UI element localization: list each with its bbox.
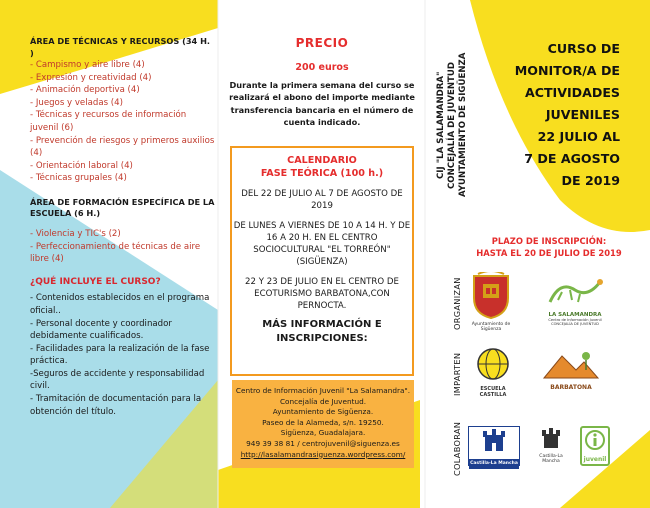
course-line: 7 DE AGOSTO — [524, 151, 620, 166]
contact-phone-email[interactable]: 949 39 38 81 / centrojuvenil@siguenza.es — [246, 438, 400, 448]
contact-line: Concejalía de Juventud. — [279, 396, 367, 406]
list-item: - Tramitación de documentación para la obtención del título. — [30, 394, 202, 417]
mountain-icon — [540, 350, 602, 380]
salamandra-logo — [540, 276, 610, 326]
plazo-line: PLAZO DE INSCRIPCIÓN: — [491, 236, 607, 246]
course-line: JUVENILES — [545, 107, 620, 122]
list-item: - Juegos y veladas (4) — [30, 97, 123, 108]
globe-icon — [470, 346, 516, 382]
contact-line: Paseo de la Alameda, s/n. 19250. — [262, 417, 384, 427]
org-line: CIJ "LA SALAMANDRA" — [436, 71, 446, 179]
contact-line: Ayuntamiento de Sigüenza. — [272, 407, 374, 417]
list-item: - Orientación laboral (4) — [30, 160, 133, 171]
list-item: - Violencia y TIC's (2) — [30, 228, 121, 239]
salamandra-text: LA SALAMANDRA — [548, 312, 602, 318]
list-item: - Campismo y aire libre (4) — [30, 60, 145, 70]
course-line: CURSO DE — [547, 41, 620, 56]
list-item: - Personal docente y coordinador debidamente cualificados. — [30, 318, 172, 342]
castilla-text: ESCUELA CASTILLA — [479, 386, 507, 398]
clm-logo — [468, 426, 520, 466]
list-item: - Expresión y creatividad (4) — [30, 72, 152, 83]
label-colaboran: COLABORAN — [452, 421, 462, 476]
juvenil-logo — [580, 426, 610, 466]
list-item: -Seguros de accidente y responsabilidad civil. — [30, 368, 205, 392]
fase-title: FASE TEÓRICA (100 h.) — [260, 168, 384, 179]
plazo-inscripcion — [470, 235, 628, 259]
precio-title: PRECIO — [295, 36, 349, 50]
castle-icon — [469, 427, 519, 455]
org-line: AYUNTAMIENTO DE SIGÜENZA — [458, 52, 468, 198]
course-line: DE 2019 — [561, 173, 620, 188]
left-panel — [30, 36, 215, 418]
org-line: CONCEJALÍA DE JUVENTUD — [447, 61, 457, 189]
escuela-castilla-logo — [470, 346, 516, 398]
list-item: - Contenidos establecidos en el programa oficial.. — [30, 293, 210, 316]
list-item: - Técnicas y recursos de información juvenil (6) — [30, 110, 187, 133]
precio-amount: 200 euros — [295, 62, 349, 73]
label-imparten: IMPARTEN — [452, 352, 462, 396]
horario-text: DE LUNES A VIERNES DE 10 A 14 H. Y DE 16 A 20 H. EN EL CENTRO SOCIOCULTURAL "EL TORREÓN" (SIGÜENZA) — [233, 221, 411, 267]
precio-text: Durante la primera semana del curso se realizará el abono del importe mediante transferencia bancaria en el número de cuenta indicado. — [229, 80, 415, 128]
include-list — [30, 292, 215, 418]
list-item: - Técnicas grupales (4) — [30, 173, 127, 184]
info-icon — [582, 428, 608, 452]
juvenil-text: juvenil — [583, 456, 607, 463]
formacion-list — [30, 228, 215, 266]
areas-title: ÁREA DE TÉCNICAS Y RECURSOS (34 H. ) — [30, 36, 211, 58]
mas-info-title: MÁS INFORMACIÓN E INSCRIPCIONES: — [262, 319, 382, 344]
include-title: ¿QUÉ INCLUYE EL CURSO? — [30, 276, 161, 287]
course-line: ACTIVIDADES — [524, 85, 620, 100]
pernocta-text: 22 Y 23 DE JULIO EN EL CENTRO DE ECOTURISMO BARBATONA,CON PERNOCTA. — [245, 277, 399, 311]
salamandra-caption: Centro de Información Juvenil CONCEJALÍA DE JUVENTUD — [548, 318, 602, 326]
castle-small-icon — [530, 428, 572, 450]
organizer-vertical-text — [436, 40, 469, 210]
clm2-logo — [530, 428, 572, 466]
fechas-text: DEL 22 DE JULIO AL 7 DE AGOSTO DE 2019 — [241, 189, 403, 211]
contact-line: Sigüenza, Guadalajara. — [280, 428, 366, 438]
areas-list — [30, 59, 215, 185]
list-item: - Prevención de riesgos y primeros auxilios (4) — [30, 135, 215, 159]
formacion-title: ÁREA DE FORMACIÓN ESPECÍFICA DE LA ESCUELA (6 H.) — [30, 196, 215, 219]
contact-box — [232, 380, 414, 468]
contact-website-link[interactable]: http://lasalamandrasiguenza.wordpress.com/ — [240, 449, 406, 459]
barbatona-text: BARBATONA — [550, 384, 592, 391]
contact-line: Centro de Información Juvenil "La Salamandra". — [235, 386, 411, 395]
precio-section — [228, 36, 416, 129]
shield-icon — [470, 272, 512, 320]
clm2-text: Castilla-La Mancha — [539, 454, 563, 464]
label-organizan: ORGANIZAN — [452, 277, 462, 330]
calendario-box — [230, 146, 414, 376]
course-line: MONITOR/A DE — [514, 63, 620, 78]
calendario-title: CALENDARIO — [287, 155, 357, 166]
clm-text: Castilla-La Mancha — [469, 459, 519, 469]
list-item: - Perfeccionamiento de técnicas de aire libre (4) — [30, 241, 201, 265]
ayuntamiento-logo — [470, 272, 512, 326]
list-item: - Animación deportiva (4) — [30, 85, 140, 96]
salamander-icon — [540, 276, 610, 308]
barbatona-logo — [540, 350, 602, 394]
list-item: - Facilidades para la realización de la fase práctica. — [30, 343, 210, 367]
course-line: 22 JULIO AL — [537, 129, 620, 144]
ayuntamiento-caption: Ayuntamiento de Sigüenza — [471, 322, 511, 332]
plazo-line: HASTA EL 20 DE JULIO DE 2019 — [476, 248, 622, 258]
course-title — [478, 38, 620, 192]
